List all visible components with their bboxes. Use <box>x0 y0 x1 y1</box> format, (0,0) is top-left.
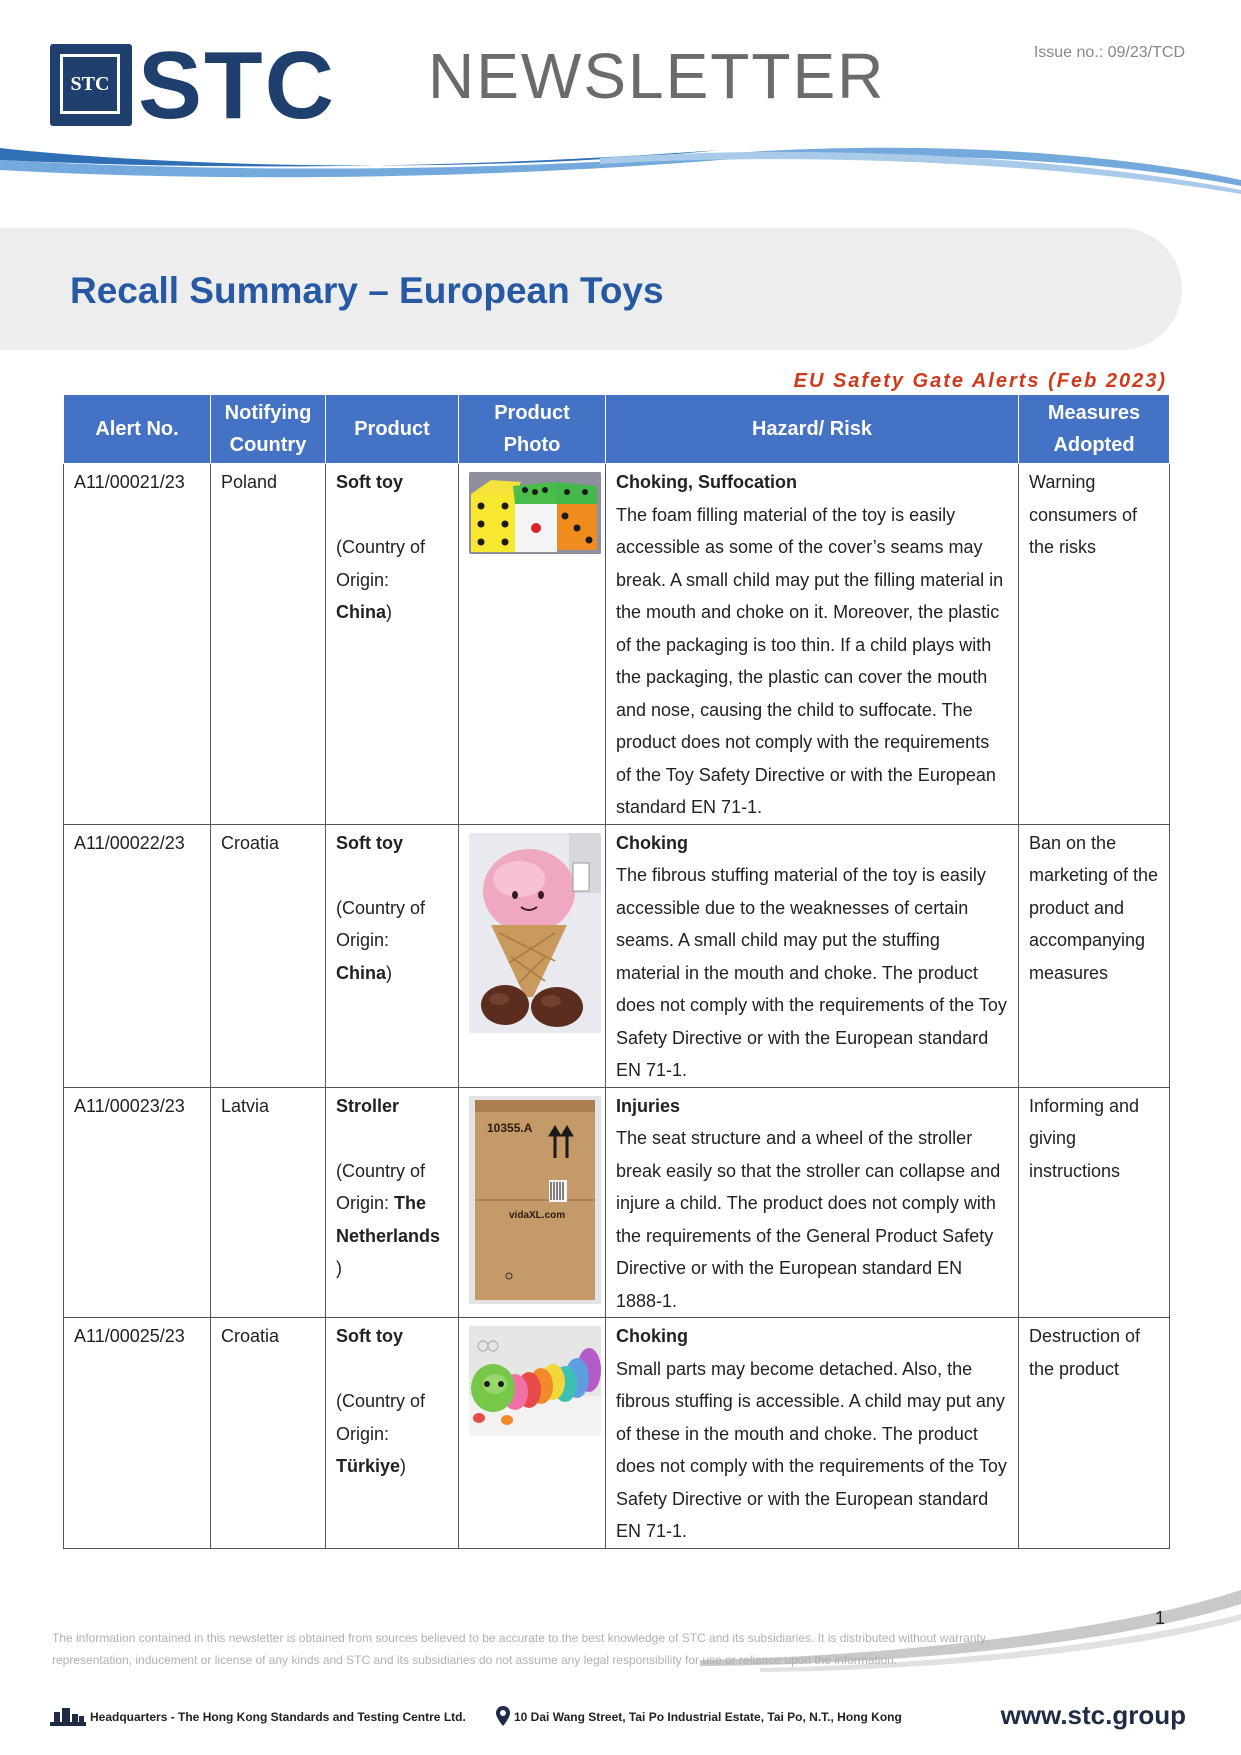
issue-number: Issue no.: 09/23/TCD <box>1033 44 1185 61</box>
header-hazard-risk: Hazard/ Risk <box>606 395 1019 464</box>
table-row <box>64 824 1170 1087</box>
hazard-title: Choking <box>616 1326 688 1346</box>
photo-cell <box>459 824 606 1087</box>
product-cell <box>326 1318 459 1549</box>
country-cell: Poland <box>211 464 326 825</box>
origin-country: The Netherlands <box>336 1193 441 1246</box>
measures-cell: Informing and giving instructions <box>1019 1087 1170 1318</box>
newsletter-title: NEWSLETTER <box>428 40 886 112</box>
origin-suffix: ) <box>336 1258 342 1278</box>
origin-prefix: (Country of Origin: <box>336 537 426 590</box>
product-name: Soft toy <box>336 832 403 853</box>
header-swoosh-decoration <box>0 140 1241 200</box>
country-cell: Croatia <box>211 824 326 1087</box>
origin-suffix: ) <box>386 602 393 622</box>
table-row <box>64 1087 1170 1318</box>
header-product: Product <box>326 395 459 464</box>
measures-cell: Ban on the marketing of the product and accompanying measures <box>1019 824 1170 1087</box>
recall-table <box>63 394 1170 1549</box>
page-title: Recall Summary – European Toys <box>70 270 664 311</box>
stc-logo-text: STC <box>138 32 336 139</box>
hazard-text: Small parts may become detached. Also, the fibrous stuffing is accessible. A child may put any of these in the mouth and choke. The product does not comply with the requirements of the Toy Safety Directive or with the European standard EN 71-1. <box>616 1358 1007 1541</box>
hazard-cell <box>606 1318 1019 1549</box>
photo-cell <box>459 464 606 825</box>
hazard-text: The fibrous stuffing material of the toy is easily accessible due to the weaknesses of certain seams. A small child may put the stuffing material in the mouth and choke. The product does not comply with the requirements of the Toy Safety Directive or with the European standard EN 71-1. <box>616 865 1007 1080</box>
table-row <box>64 1318 1170 1549</box>
origin-country: China <box>336 962 387 983</box>
product-cell <box>326 824 459 1087</box>
photo-cell <box>459 1318 606 1549</box>
origin-country: China <box>336 602 387 622</box>
alerts-period-label: EU Safety Gate Alerts (Feb 2023) <box>793 370 1167 392</box>
header-alert-no: Alert No. <box>64 395 211 464</box>
page-number: 1 <box>1154 1608 1165 1628</box>
origin-prefix: (Country of Origin: <box>336 897 426 950</box>
country-cell: Latvia <box>211 1087 326 1318</box>
alert-no-cell: A11/00023/23 <box>64 1087 211 1318</box>
measures-cell: Destruction of the product <box>1019 1318 1170 1549</box>
box-code-text: 10355.A <box>487 1120 533 1135</box>
hazard-title: Injuries <box>616 1095 681 1116</box>
ice-cream-soft-toy-photo <box>469 833 601 1033</box>
table-header-row <box>64 395 1170 464</box>
origin-suffix: ) <box>400 1456 407 1476</box>
product-cell <box>326 464 459 825</box>
product-name: Soft toy <box>336 1326 403 1346</box>
footer-bar <box>50 1700 1190 1730</box>
alert-no-cell: A11/00021/23 <box>64 464 211 825</box>
building-icon <box>50 1706 86 1726</box>
stc-logo-mark-letters: STC <box>60 54 120 114</box>
hazard-cell <box>606 1087 1019 1318</box>
hazard-cell <box>606 464 1019 825</box>
header-measures-adopted: Measures Adopted <box>1019 395 1170 464</box>
hazard-text: The seat structure and a wheel of the stroller break easily so that the stroller can collapse and injure a child. The product does not comply with the requirements of the General Product Safety Directive or with the European standard EN 1888-1. <box>616 1128 1001 1311</box>
header-product-photo: Product Photo <box>459 395 606 464</box>
hazard-text: The foam filling material of the toy is easily accessible as some of the cover’s seams may break. A small child may put the filling material in the mouth and choke on it. Moreover, the plastic of the packaging is too thin. If a child plays with the packaging, the plastic can cover the mouth and nose, causing the child to suffocate. The product does not comply with the requirements of the Toy Safety Directive or with the European standard EN 71-1. <box>616 504 1004 817</box>
box-brand-text: vidaXL.com <box>509 1209 566 1221</box>
headquarters-text: Headquarters - The Hong Kong Standards and Testing Centre Ltd. <box>90 1710 466 1724</box>
website-link[interactable]: www.stc.group <box>1000 1700 1186 1730</box>
disclaimer-text: The information contained in this newsletter is obtained from sources believed to be accurate to the best knowledge of STC and its subsidiaries. It is distributed without warranty, representation, inducement or license of any kinds and STC and its subsidiaries do not assume any legal responsibility for use or reliance upon the information. <box>52 1631 989 1667</box>
title-banner <box>0 228 1182 350</box>
hazard-title: Choking, Suffocation <box>616 472 797 492</box>
stc-logo <box>50 32 350 139</box>
dice-soft-toy-photo <box>469 472 601 554</box>
origin-suffix: ) <box>386 962 393 983</box>
product-name: Stroller <box>336 1095 400 1116</box>
measures-cell: Warning consumers of the risks <box>1019 464 1170 825</box>
photo-cell <box>459 1087 606 1318</box>
hazard-title: Choking <box>616 832 688 853</box>
location-pin-icon <box>496 1706 510 1726</box>
origin-country: Türkiye <box>336 1456 401 1476</box>
origin-prefix: (Country of Origin: <box>336 1160 426 1213</box>
alert-no-cell: A11/00025/23 <box>64 1318 211 1549</box>
table-row <box>64 464 1170 825</box>
origin-prefix: (Country of Origin: <box>336 1391 426 1444</box>
stc-logo-mark <box>50 44 132 126</box>
address-text: 10 Dai Wang Street, Tai Po Industrial Estate, Tai Po, N.T., Hong Kong <box>514 1710 902 1724</box>
hazard-cell <box>606 824 1019 1087</box>
product-name: Soft toy <box>336 472 403 492</box>
header-notifying-country: Notifying Country <box>211 395 326 464</box>
alert-no-cell: A11/00022/23 <box>64 824 211 1087</box>
product-cell <box>326 1087 459 1318</box>
caterpillar-soft-toy-photo <box>469 1326 601 1436</box>
country-cell: Croatia <box>211 1318 326 1549</box>
stroller-box-photo <box>469 1096 601 1304</box>
